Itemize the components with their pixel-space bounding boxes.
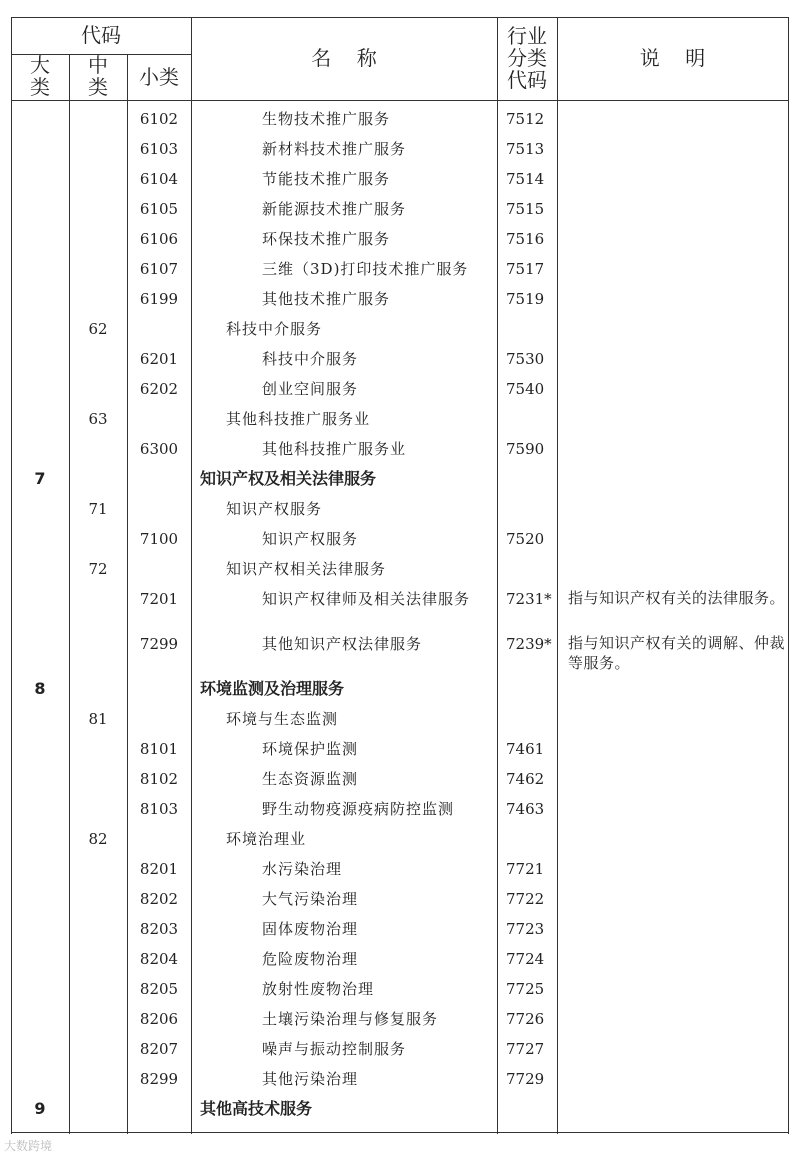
mid-class-code — [69, 1004, 127, 1034]
table-row — [11, 914, 789, 944]
item-name: 野生动物疫源疫病防控监测 — [262, 800, 455, 818]
mid-class-code — [69, 629, 127, 659]
table-row — [11, 194, 789, 224]
table-row — [11, 1004, 789, 1034]
table-row — [11, 764, 789, 794]
industry-code: 7726 — [506, 1010, 545, 1028]
table-row — [11, 494, 789, 524]
major-class-code — [11, 104, 69, 134]
mid-class-code — [69, 974, 127, 1004]
industry-code: 7461 — [506, 740, 545, 758]
item-name: 其他高技术服务 — [200, 1099, 313, 1118]
mid-class-code — [69, 194, 127, 224]
minor-class-code: 6201 — [139, 350, 179, 368]
industry-code: 7516 — [506, 230, 545, 248]
table-row — [11, 134, 789, 164]
major-class-code: 9 — [34, 1099, 46, 1118]
item-note — [568, 194, 788, 228]
header-name: 名 称 — [311, 46, 377, 70]
item-name: 大气污染治理 — [262, 890, 359, 908]
item-name: 环境保护监测 — [262, 740, 359, 758]
table-row — [11, 374, 789, 404]
major-class-code — [11, 734, 69, 764]
minor-class-code — [127, 824, 191, 854]
header-industry-code: 行业 分类 代码 — [507, 24, 547, 92]
item-note — [568, 404, 788, 438]
item-note — [568, 524, 788, 558]
industry-code: 7512 — [506, 110, 545, 128]
minor-class-code — [127, 554, 191, 584]
item-name: 水污染治理 — [262, 860, 343, 878]
industry-code: 7725 — [506, 980, 545, 998]
minor-class-code: 8205 — [139, 980, 179, 998]
industry-code: 7517 — [506, 260, 545, 278]
item-note — [568, 554, 788, 588]
item-note: 指与知识产权有关的调解、仲裁等服务。 — [568, 634, 786, 672]
industry-code: 7519 — [506, 290, 545, 308]
item-name: 危险废物治理 — [262, 950, 359, 968]
industry-code — [498, 494, 566, 524]
table-border-bottom — [11, 1132, 789, 1133]
item-note: 指与知识产权有关的法律服务。 — [568, 589, 786, 607]
item-name: 创业空间服务 — [262, 380, 359, 398]
table-row — [11, 434, 789, 464]
table-row — [11, 974, 789, 1004]
item-name: 环保技术推广服务 — [262, 230, 391, 248]
item-note — [568, 284, 788, 318]
minor-class-code — [127, 1094, 191, 1124]
industry-code: 7515 — [506, 200, 545, 218]
item-name: 知识产权服务 — [262, 530, 359, 548]
item-note — [568, 374, 788, 408]
mid-class-code — [69, 464, 127, 494]
minor-class-code: 7299 — [139, 635, 179, 653]
item-note — [568, 254, 788, 288]
major-class-code — [11, 224, 69, 254]
minor-class-code: 6105 — [139, 200, 179, 218]
watermark: 大数跨境 — [4, 1139, 53, 1153]
item-name: 其他技术推广服务 — [262, 290, 391, 308]
mid-class-code — [69, 344, 127, 374]
industry-code: 7463 — [506, 800, 545, 818]
item-name: 环境与生态监测 — [226, 710, 339, 728]
item-note — [568, 884, 788, 918]
major-class-code — [11, 284, 69, 314]
industry-code — [498, 704, 566, 734]
major-class-code — [11, 314, 69, 344]
minor-class-code — [127, 674, 191, 704]
table-row — [11, 554, 789, 584]
item-name: 知识产权相关法律服务 — [226, 560, 387, 578]
minor-class-code: 6104 — [139, 170, 179, 188]
mid-class-code — [69, 764, 127, 794]
item-note — [568, 494, 788, 528]
minor-class-code: 6300 — [139, 440, 179, 458]
item-note — [568, 224, 788, 258]
industry-code — [498, 314, 566, 344]
industry-code: 7729 — [506, 1070, 545, 1088]
item-name: 其他污染治理 — [262, 1070, 359, 1088]
item-note — [568, 1004, 788, 1038]
minor-class-code: 6107 — [139, 260, 179, 278]
table-row — [11, 314, 789, 344]
mid-class-code — [69, 104, 127, 134]
industry-code: 7722 — [506, 890, 545, 908]
mid-class-code — [69, 794, 127, 824]
industry-code — [498, 824, 566, 854]
major-class-code — [11, 194, 69, 224]
table-row — [11, 1034, 789, 1064]
industry-code: 7514 — [506, 170, 545, 188]
industry-code — [498, 554, 566, 584]
industry-code: 7462 — [506, 770, 545, 788]
minor-class-code: 6102 — [139, 110, 179, 128]
minor-class-code: 8103 — [139, 800, 179, 818]
item-name: 科技中介服务 — [262, 350, 359, 368]
minor-class-code: 8206 — [139, 1010, 179, 1028]
classification-table — [11, 17, 789, 1134]
minor-class-code: 8299 — [139, 1070, 179, 1088]
major-class-code — [11, 944, 69, 974]
item-note — [568, 704, 788, 738]
minor-class-code: 8202 — [139, 890, 179, 908]
major-class-code — [11, 584, 69, 614]
industry-code: 7231* — [506, 590, 552, 608]
mid-class-code: 81 — [88, 710, 108, 728]
table-row — [11, 464, 789, 494]
header-mid: 中 类 — [88, 53, 108, 99]
item-name: 生物技术推广服务 — [262, 110, 391, 128]
industry-code: 7724 — [506, 950, 545, 968]
major-class-code — [11, 854, 69, 884]
major-class-code — [11, 824, 69, 854]
minor-class-code: 6106 — [139, 230, 179, 248]
minor-class-code — [127, 464, 191, 494]
minor-class-code: 6199 — [139, 290, 179, 308]
mid-class-code — [69, 734, 127, 764]
item-note — [568, 434, 788, 468]
table-row — [11, 824, 789, 854]
item-name: 环境监测及治理服务 — [200, 679, 345, 698]
item-name: 固体废物治理 — [262, 920, 359, 938]
major-class-code — [11, 254, 69, 284]
item-note — [568, 164, 788, 198]
item-name: 土壤污染治理与修复服务 — [262, 1010, 439, 1028]
mid-class-code — [69, 584, 127, 614]
item-note — [568, 794, 788, 828]
item-name: 知识产权及相关法律服务 — [200, 469, 377, 488]
table-row — [11, 344, 789, 374]
major-class-code — [11, 1004, 69, 1034]
minor-class-code — [127, 404, 191, 434]
major-class-code — [11, 704, 69, 734]
minor-class-code — [127, 494, 191, 524]
item-name: 生态资源监测 — [262, 770, 359, 788]
item-note — [568, 914, 788, 948]
major-class-code — [11, 164, 69, 194]
item-name: 其他科技推广服务业 — [262, 440, 407, 458]
industry-code: 7721 — [506, 860, 545, 878]
major-class-code — [11, 374, 69, 404]
item-name: 其他科技推广服务业 — [226, 410, 371, 428]
item-note — [568, 464, 788, 498]
mid-class-code — [69, 884, 127, 914]
item-note — [568, 314, 788, 348]
minor-class-code: 7100 — [139, 530, 179, 548]
minor-class-code: 8207 — [139, 1040, 179, 1058]
table-row — [11, 224, 789, 254]
mid-class-code — [69, 434, 127, 464]
mid-class-code — [69, 164, 127, 194]
major-class-code — [11, 914, 69, 944]
item-note — [568, 1094, 788, 1128]
major-class-code — [11, 524, 69, 554]
table-row — [11, 704, 789, 734]
mid-class-code — [69, 374, 127, 404]
major-class-code — [11, 629, 69, 659]
industry-code: 7727 — [506, 1040, 545, 1058]
header-code-group: 代码 — [81, 23, 121, 47]
item-note — [568, 344, 788, 378]
industry-code — [498, 1094, 566, 1124]
table-row — [11, 164, 789, 194]
minor-class-code: 8101 — [139, 740, 179, 758]
table-row — [11, 629, 789, 672]
table-row — [11, 734, 789, 764]
mid-class-code — [69, 254, 127, 284]
industry-code: 7239* — [506, 635, 552, 653]
mid-class-code — [69, 914, 127, 944]
mid-class-code — [69, 854, 127, 884]
industry-code: 7520 — [506, 530, 545, 548]
industry-code: 7530 — [506, 350, 545, 368]
item-note — [568, 1034, 788, 1068]
header-note: 说 明 — [639, 46, 706, 70]
item-note — [568, 944, 788, 978]
table-row — [11, 884, 789, 914]
item-note — [568, 854, 788, 888]
major-class-code — [11, 884, 69, 914]
major-class-code — [11, 434, 69, 464]
item-note — [568, 734, 788, 768]
mid-class-code — [69, 1094, 127, 1124]
industry-code: 7723 — [506, 920, 545, 938]
item-name: 环境治理业 — [226, 830, 307, 848]
major-class-code — [11, 344, 69, 374]
item-note — [568, 134, 788, 168]
table-row — [11, 1064, 789, 1094]
table-row — [11, 854, 789, 884]
table-row — [11, 674, 789, 704]
header-major: 大 类 — [30, 53, 50, 99]
mid-class-code: 63 — [88, 410, 108, 428]
item-name: 新能源技术推广服务 — [262, 200, 407, 218]
minor-class-code: 8102 — [139, 770, 179, 788]
header-minor: 小类 — [139, 65, 179, 89]
item-name: 知识产权服务 — [226, 500, 323, 518]
mid-class-code — [69, 284, 127, 314]
minor-class-code: 7201 — [139, 590, 179, 608]
mid-class-code — [69, 1034, 127, 1064]
industry-code: 7540 — [506, 380, 545, 398]
mid-class-code: 72 — [88, 560, 108, 578]
item-note — [568, 974, 788, 1008]
item-note — [568, 1064, 788, 1098]
table-row — [11, 254, 789, 284]
table-row — [11, 284, 789, 314]
table-row — [11, 524, 789, 554]
table-row — [11, 1094, 789, 1124]
mid-class-code — [69, 944, 127, 974]
mid-class-code — [69, 134, 127, 164]
header-bottom-line — [11, 100, 789, 101]
mid-class-code — [69, 524, 127, 554]
item-name: 其他知识产权法律服务 — [262, 635, 423, 653]
major-class-code — [11, 134, 69, 164]
table-row — [11, 944, 789, 974]
item-name: 节能技术推广服务 — [262, 170, 391, 188]
mid-class-code: 82 — [88, 830, 108, 848]
minor-class-code — [127, 704, 191, 734]
table-row — [11, 794, 789, 824]
major-class-code — [11, 764, 69, 794]
item-note — [568, 674, 788, 708]
major-class-code — [11, 1034, 69, 1064]
industry-code: 7513 — [506, 140, 545, 158]
item-name: 噪声与振动控制服务 — [262, 1040, 407, 1058]
minor-class-code: 8203 — [139, 920, 179, 938]
industry-code — [498, 404, 566, 434]
mid-class-code: 62 — [88, 320, 108, 338]
table-row — [11, 104, 789, 134]
table-row — [11, 584, 789, 614]
item-name: 新材料技术推广服务 — [262, 140, 407, 158]
mid-class-code: 71 — [88, 500, 108, 518]
industry-code — [498, 674, 566, 704]
major-class-code: 7 — [34, 469, 46, 488]
major-class-code — [11, 494, 69, 524]
item-name: 三维（3D)打印技术推广服务 — [262, 260, 469, 278]
item-note — [568, 764, 788, 798]
item-note — [568, 104, 788, 138]
item-name: 科技中介服务 — [226, 320, 323, 338]
major-class-code — [11, 974, 69, 1004]
major-class-code — [11, 404, 69, 434]
item-name: 放射性废物治理 — [262, 980, 375, 998]
minor-class-code — [127, 314, 191, 344]
mid-class-code — [69, 224, 127, 254]
major-class-code — [11, 554, 69, 584]
minor-class-code: 8201 — [139, 860, 179, 878]
table-border-top — [11, 17, 789, 18]
mid-class-code — [69, 1064, 127, 1094]
minor-class-code: 8204 — [139, 950, 179, 968]
minor-class-code: 6103 — [139, 140, 179, 158]
industry-code — [498, 464, 566, 494]
major-class-code — [11, 794, 69, 824]
minor-class-code: 6202 — [139, 380, 179, 398]
mid-class-code — [69, 674, 127, 704]
table-row — [11, 404, 789, 434]
major-class-code — [11, 1064, 69, 1094]
major-class-code: 8 — [34, 679, 46, 698]
industry-code: 7590 — [506, 440, 545, 458]
item-note — [568, 824, 788, 858]
item-name: 知识产权律师及相关法律服务 — [262, 590, 471, 608]
